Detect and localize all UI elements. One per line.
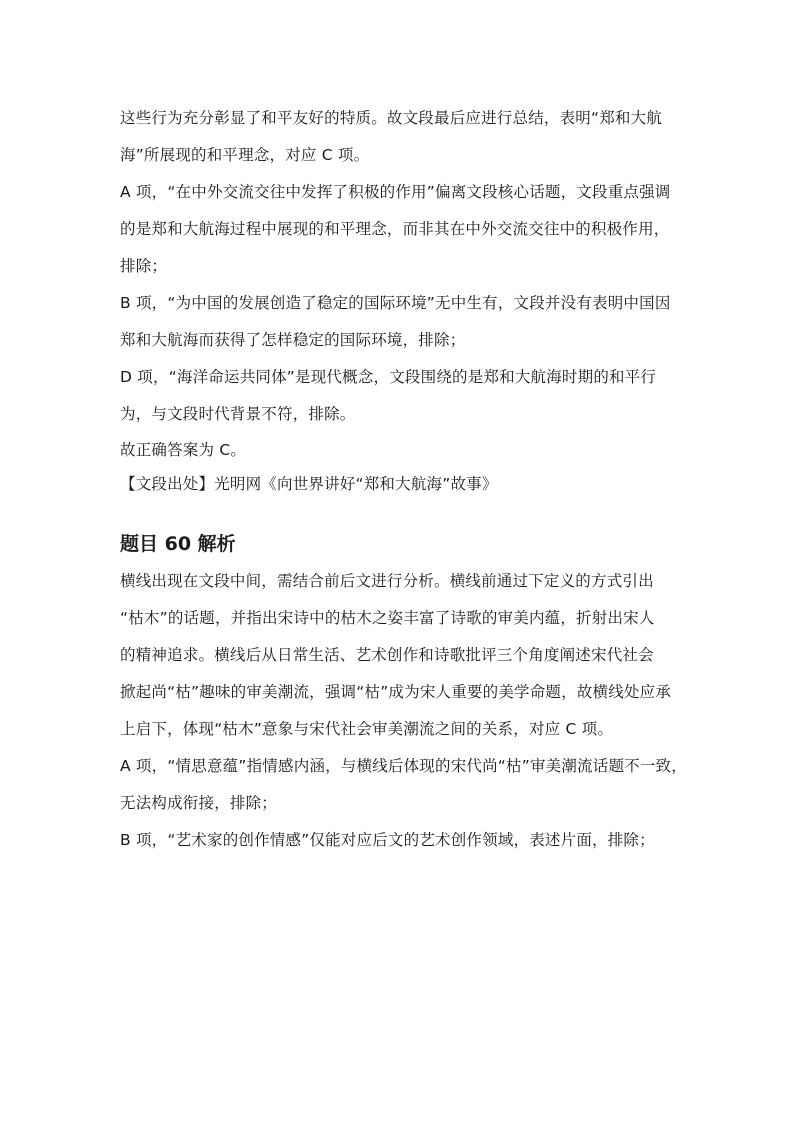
paragraph-line: “枯木”的话题，并指出宋诗中的枯木之姿丰富了诗歌的审美内蕴，折射出宋人 [120, 609, 655, 627]
option-d-analysis: D 项，“海洋命运共同体”是现代概念，文段围绕的是郑和大航海时期的和平行 [120, 368, 657, 386]
option-b-analysis: B 项，“为中国的发展创造了稳定的国际环境”无中生有，文段并没有表明中国因 [120, 294, 671, 312]
paragraph-line: 的精神追求。横线后从日常生活、艺术创作和诗歌批评三个角度阐述宋代社会 [120, 646, 654, 664]
paragraph-line: 无法构成衔接，排除； [120, 794, 278, 812]
question-60-analysis [120, 563, 692, 859]
paragraph-line: 排除； [120, 257, 168, 275]
paragraph-line: 横线出现在文段中间，需结合前后文进行分析。横线前通过下定义的方式引出 [120, 572, 654, 590]
paragraph-line: 这些行为充分彰显了和平友好的特质。故文段最后应进行总结，表明“郑和大航 [120, 109, 663, 127]
option-a-analysis: A 项，“情思意蕴”指情感内涵，与横线后体现的宋代尚“枯”审美潮流话题不一致， [120, 757, 687, 775]
source-line: 【文段出处】光明网《向世界讲好“郑和大航海”故事》 [120, 475, 498, 493]
paragraph-line: 的是郑和大航海过程中展现的和平理念，而非其在中外交流交往中的积极作用， [120, 220, 670, 238]
answer-line: 故正确答案为 C。 [120, 441, 247, 459]
option-b-analysis: B 项，“艺术家的创作情感”仅能对应后文的艺术创作领域，表述片面，排除； [120, 831, 655, 849]
paragraph-line: 为，与文段时代背景不符，排除。 [120, 405, 356, 423]
document-page [120, 100, 692, 859]
paragraph-line: 掀起尚“枯”趣味的审美潮流，强调“枯”成为宋人重要的美学命题，故横线处应承 [120, 683, 672, 701]
paragraph-line: 郑和大航海而获得了怎样稳定的国际环境，排除； [120, 331, 466, 349]
analysis-continued [120, 100, 692, 501]
paragraph-line: 上启下，体现“枯木”意象与宋代社会审美潮流之间的关系，对应 C 项。 [120, 720, 614, 738]
question-60-heading: 题目 60 解析 [120, 533, 236, 555]
paragraph-line: 海”所展现的和平理念，对应 C 项。 [120, 146, 370, 164]
option-a-analysis: A 项，“在中外交流交往中发挥了积极的作用”偏离文段核心话题，文段重点强调 [120, 183, 671, 201]
